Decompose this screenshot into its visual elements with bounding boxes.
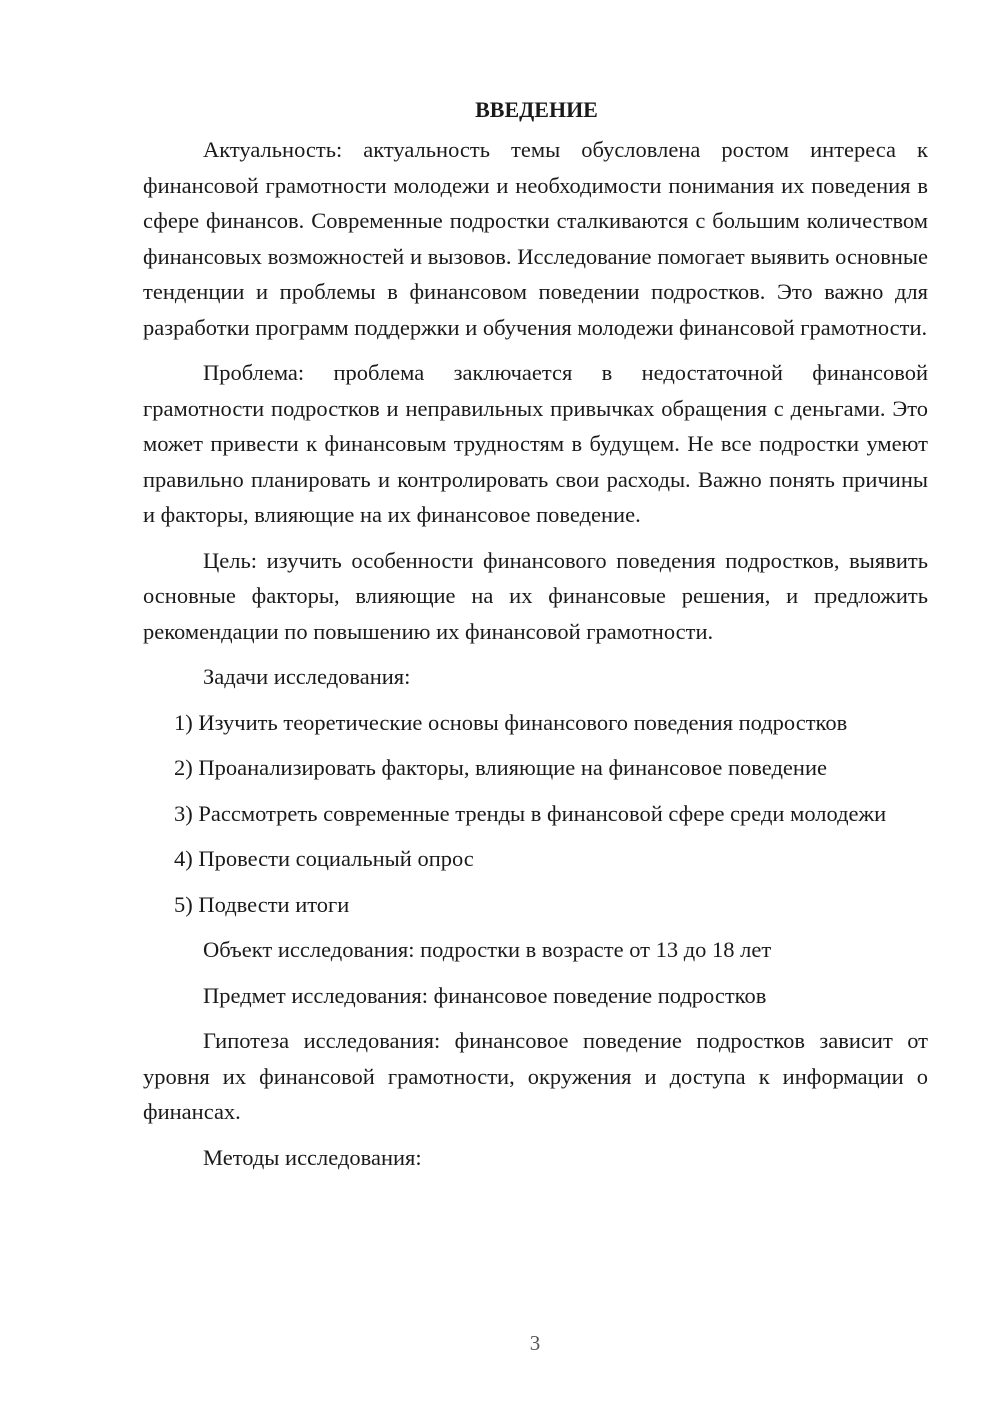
document-page <box>143 92 928 1185</box>
task-item: 3) Рассмотреть современные тренды в финансовой сфере среди молодежи <box>174 800 887 826</box>
relevance-paragraph: Актуальность: актуальность темы обусловлена ростом интереса к финансовой грамотности молодежи и необходимости понимания их поведения в сфере финансов. Современные подростки сталкиваются с большим количеством финансовых возможностей и вызовов. Исследование помогает выявить основные тенденции и проблемы в финансовом поведении подростков. Это важно для разработки программ поддержки и обучения молодежи финансовой грамотности. <box>143 137 928 340</box>
problem-paragraph: Проблема: проблема заключается в недостаточной финансовой грамотности подростков и неправильных привычках обращения с деньгами. Это может привести к финансовым трудностям в будущем. Не все подростки умеют правильно планировать и контролировать свои расходы. Важно понять причины и факторы, влияющие на их финансовое поведение. <box>143 360 928 527</box>
object-paragraph: Объект исследования: подростки в возрасте от 13 до 18 лет <box>203 937 772 962</box>
page-title: ВВЕДЕНИЕ <box>475 97 598 122</box>
subject-paragraph: Предмет исследования: финансовое поведение подростков <box>203 982 767 1008</box>
page-number: 3 <box>529 1331 541 1355</box>
tasks-heading: Задачи исследования: <box>203 664 411 689</box>
goal-paragraph: Цель: изучить особенности финансового поведения подростков, выявить основные факторы, влияющие на их финансовые решения, и предложить рекомендации по повышению их финансовой грамотности. <box>143 547 928 644</box>
task-item: 4) Провести социальный опрос <box>174 846 474 871</box>
hypothesis-paragraph: Гипотеза исследования: финансовое поведение подростков зависит от уровня их финансовой грамотности, окружения и доступа к информации о финансах. <box>143 1028 928 1124</box>
task-item: 1) Изучить теоретические основы финансового поведения подростков <box>174 709 848 735</box>
methods-heading: Методы исследования: <box>203 1144 422 1170</box>
task-item: 5) Подвести итоги <box>174 891 350 917</box>
task-item: 2) Проанализировать факторы, влияющие на финансовое поведение <box>174 755 827 780</box>
